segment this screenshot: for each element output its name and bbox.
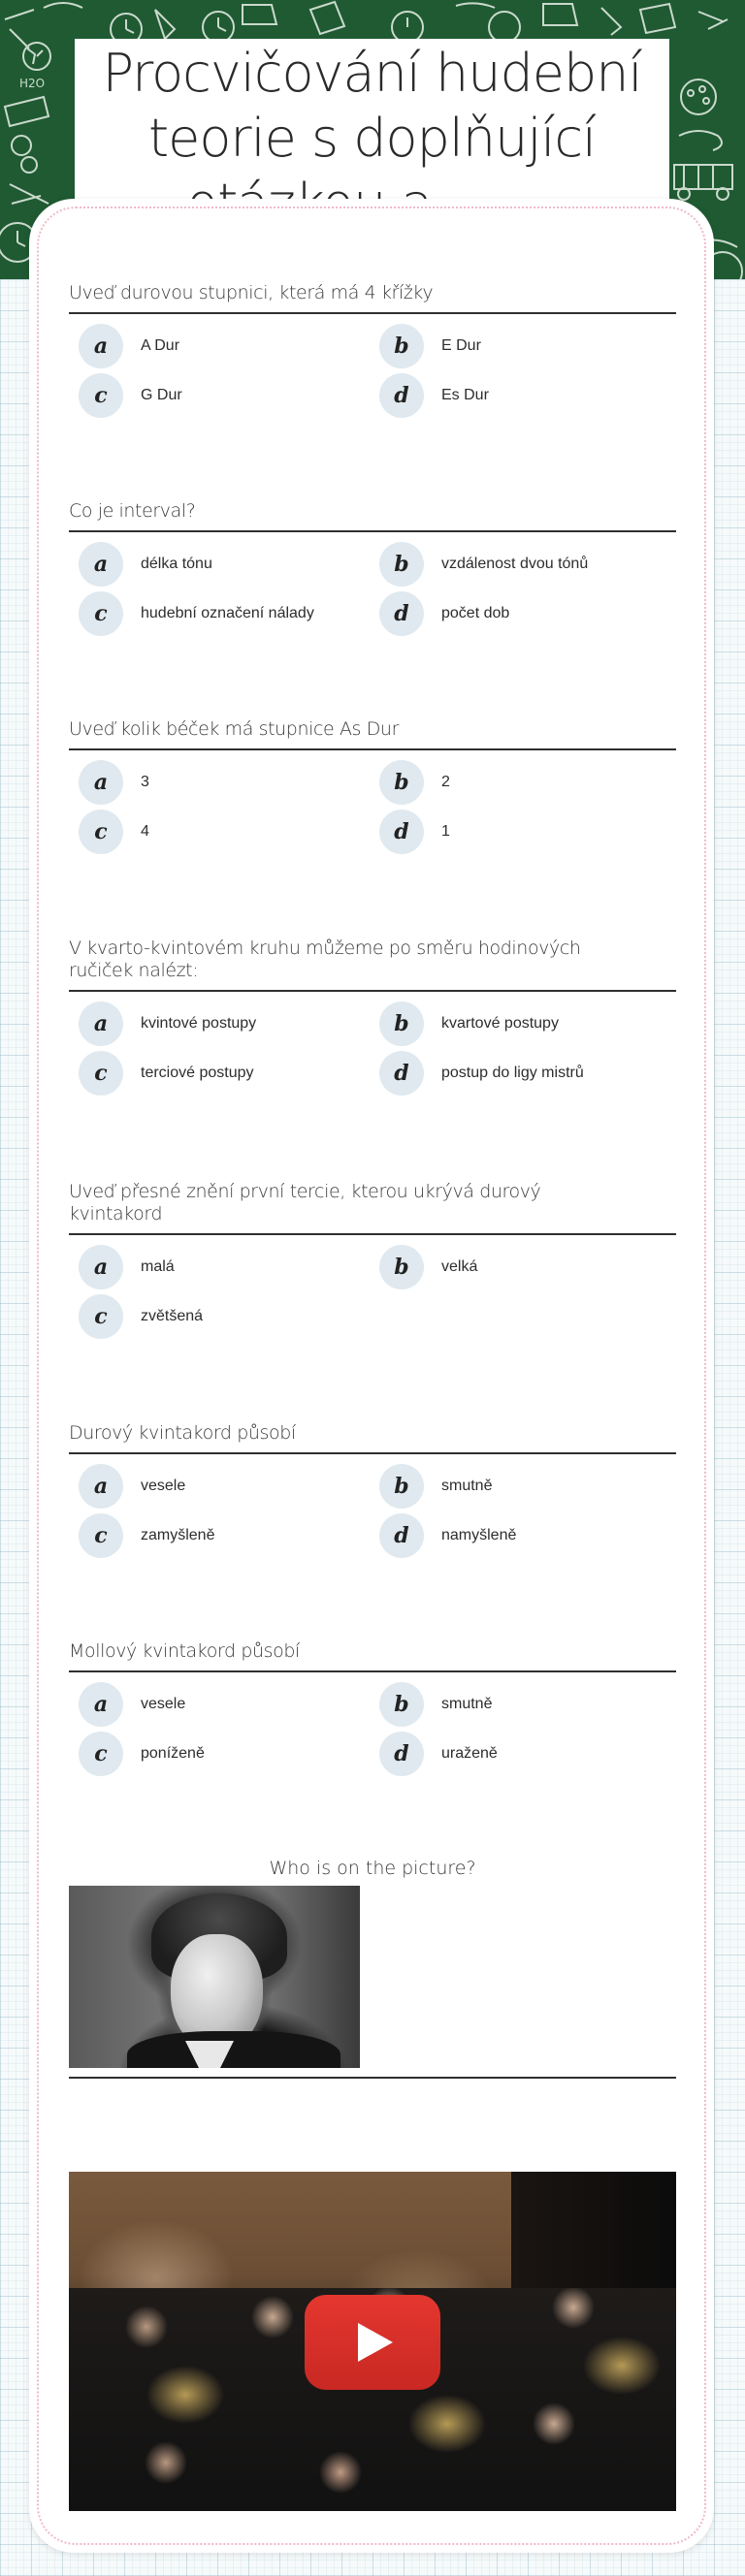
question-divider <box>69 990 676 992</box>
question-title: Durový kvintakord působí <box>69 1422 296 1444</box>
question-7 <box>69 1640 676 1766</box>
option-label: kvartové postupy <box>441 1015 559 1032</box>
question-divider <box>69 312 676 314</box>
option-label: zvětšená <box>141 1308 204 1324</box>
option-label: velká <box>441 1258 478 1275</box>
option-letter-circle: d <box>379 1732 424 1776</box>
option-b[interactable] <box>379 324 481 368</box>
answer-line <box>69 2077 676 2079</box>
option-a[interactable] <box>79 760 149 805</box>
option-letter-circle: a <box>79 1682 123 1727</box>
option-label: poníženě <box>141 1745 205 1762</box>
option-letter-circle: d <box>379 373 424 418</box>
option-letter-circle: b <box>379 1464 424 1509</box>
picture-question-title: Who is on the picture? <box>269 1858 476 1879</box>
question-title: Uveď durovou stupnici, která má 4 křížky <box>69 282 434 303</box>
option-label: 4 <box>141 823 149 840</box>
option-label: vesele <box>141 1696 186 1712</box>
option-b[interactable] <box>379 1682 492 1727</box>
option-label: hudební označení nálady <box>141 605 314 621</box>
question-title: Uveď přesné znění první tercie, kterou ukrývá durový kvintakord <box>69 1181 541 1224</box>
question-divider <box>69 1452 676 1454</box>
option-label: uraženě <box>441 1745 498 1762</box>
option-letter-circle: d <box>379 1051 424 1096</box>
option-letter-circle: b <box>379 1002 424 1046</box>
play-button[interactable] <box>305 2295 440 2390</box>
option-letter-circle: a <box>79 760 123 805</box>
option-c[interactable] <box>79 1294 203 1339</box>
option-c[interactable] <box>79 591 314 636</box>
question-5 <box>69 1181 676 1329</box>
option-letter-circle: b <box>379 324 424 368</box>
option-label: 3 <box>141 774 149 790</box>
question-divider <box>69 1670 676 1672</box>
option-c[interactable] <box>79 1051 254 1096</box>
option-b[interactable] <box>379 1002 559 1046</box>
option-label: E Dur <box>441 337 481 354</box>
portrait-image <box>69 1886 360 2068</box>
option-d[interactable] <box>379 1051 584 1096</box>
option-letter-circle: d <box>379 810 424 854</box>
question-divider <box>69 530 676 532</box>
option-letter-circle: b <box>379 542 424 587</box>
option-letter-circle: c <box>79 1051 123 1096</box>
option-c[interactable] <box>79 373 182 418</box>
option-letter-circle: a <box>79 1464 123 1509</box>
option-a[interactable] <box>79 1002 256 1046</box>
question-2 <box>69 500 676 626</box>
question-6 <box>69 1422 676 1548</box>
option-label: kvintové postupy <box>141 1015 257 1032</box>
option-b[interactable] <box>379 1245 477 1289</box>
option-a[interactable] <box>79 542 212 587</box>
option-b[interactable] <box>379 760 450 805</box>
question-4 <box>69 938 676 1086</box>
svg-text:H2O: H2O <box>19 77 46 90</box>
option-d[interactable] <box>379 1513 516 1558</box>
question-title: Mollový kvintakord působí <box>69 1640 300 1662</box>
option-letter-circle: c <box>79 1513 123 1558</box>
question-title: Co je interval? <box>69 500 196 522</box>
question-3 <box>69 718 676 844</box>
youtube-play-icon <box>358 2323 393 2362</box>
option-letter-circle: a <box>79 1002 123 1046</box>
option-label: vzdálenost dvou tónů <box>441 556 589 572</box>
option-b[interactable] <box>379 1464 492 1509</box>
option-letter-circle: d <box>379 1513 424 1558</box>
option-b[interactable] <box>379 542 588 587</box>
option-letter-circle: c <box>79 373 123 418</box>
option-letter-circle: b <box>379 1682 424 1727</box>
option-label: počet dob <box>441 605 510 621</box>
option-d[interactable] <box>379 591 509 636</box>
option-letter-circle: d <box>379 591 424 636</box>
option-letter-circle: b <box>379 760 424 805</box>
question-title: V kvarto-kvintovém kruhu můžeme po směru hodinových ručiček nalézt: <box>69 938 581 981</box>
question-1 <box>69 282 676 408</box>
option-label: postup do ligy mistrů <box>441 1065 584 1081</box>
option-label: 2 <box>441 774 450 790</box>
option-a[interactable] <box>79 1464 185 1509</box>
option-letter-circle: c <box>79 810 123 854</box>
option-letter-circle: c <box>79 1732 123 1776</box>
question-title: Uveď kolik béček má stupnice As Dur <box>69 718 399 740</box>
option-label: 1 <box>441 823 450 840</box>
option-letter-circle: a <box>79 1245 123 1289</box>
option-label: Es Dur <box>441 387 489 403</box>
option-a[interactable] <box>79 1245 175 1289</box>
option-label: zamyšleně <box>141 1527 215 1543</box>
title-line-1: Procvičování hudební <box>102 43 642 104</box>
option-label: smutně <box>441 1478 493 1494</box>
option-letter-circle: a <box>79 324 123 368</box>
option-d[interactable] <box>379 373 489 418</box>
option-c[interactable] <box>79 810 149 854</box>
option-label: vesele <box>141 1478 186 1494</box>
option-letter-circle: c <box>79 591 123 636</box>
option-label: namyšleně <box>441 1527 517 1543</box>
option-label: terciové postupy <box>141 1065 254 1081</box>
option-a[interactable] <box>79 1682 185 1727</box>
title-line-2: teorie s doplňující <box>147 108 597 169</box>
option-label: délka tónu <box>141 556 212 572</box>
question-divider <box>69 748 676 750</box>
option-label: malá <box>141 1258 175 1275</box>
option-letter-circle: a <box>79 542 123 587</box>
video-embed[interactable] <box>69 2172 676 2511</box>
option-letter-circle: c <box>79 1294 123 1339</box>
option-label: G Dur <box>141 387 182 403</box>
worksheet-card <box>29 199 714 2553</box>
portrait-coat <box>127 2031 340 2068</box>
option-a[interactable] <box>79 324 179 368</box>
option-c[interactable] <box>79 1513 214 1558</box>
option-d[interactable] <box>379 810 450 854</box>
option-letter-circle: b <box>379 1245 424 1289</box>
option-c[interactable] <box>79 1732 205 1776</box>
option-label: smutně <box>441 1696 493 1712</box>
question-divider <box>69 1233 676 1235</box>
option-d[interactable] <box>379 1732 498 1776</box>
option-label: A Dur <box>141 337 180 354</box>
